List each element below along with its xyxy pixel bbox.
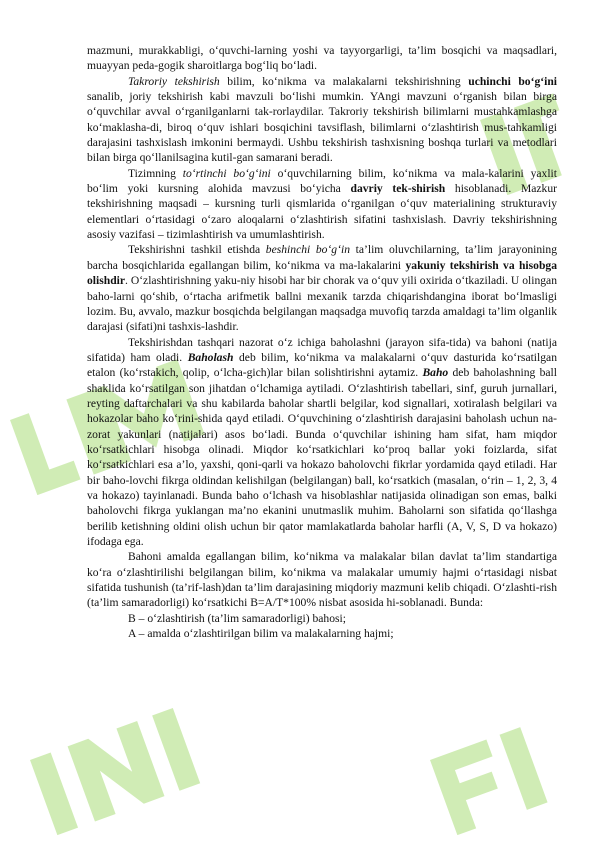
text-run: Tekshirishdan tashqari nazorat o‘z ichiga baholashni (jarayon sifa-tida) va bahoni (natija sifatida) ham oladi. [87, 335, 557, 364]
text-run: o‘quvchilarning bilim, ko‘nikma va mala-kalarini yaxlit bo‘lim yoki kursning alohida mavzusi bo‘yicha [87, 166, 557, 196]
paragraph-5 [87, 335, 557, 550]
paragraph-4 [87, 242, 557, 334]
text-run: . O‘zlashtirishning yaku-niy hisobi har bir chorak va o‘quv yili oxirida o‘tkaziladi. U olingan baho-larni qo‘shib, o‘rtacha arifmetik ballni mexanik tarzda chiqarishdangina iborat bo‘lmasligi lozim. Bu, avvalo, mazkur bosqichda belgilangan maqsadga muvofiq tarzda amaldagi ta’lim olganlik darajasi (sifati)ni tashxis-lashdir. [87, 274, 557, 334]
text-run: mazmuni, murakkabligi, o‘quvchi-larning yoshi va tayyorgarligi, ta’lim bosqichi va maqsadlari, muayyan peda-gogik sharoitlarga bog‘liq bo‘ladi. [87, 44, 557, 73]
text-run: Tekshirishni tashkil etishda [128, 243, 266, 257]
bold-italic-term: Baho [422, 366, 449, 380]
bold-term: davriy tek-shirish [350, 182, 446, 196]
paragraph-3 [87, 166, 557, 243]
text-run: deb baholashning ball shaklida ko‘rsatilgan son jihatdan o‘lchamiga aytiladi. O‘zlashtirish tabellari, sinf, guruh jurnallari, reyting daftarchalari va shu kabilarda baholar shartli belgilar, kod signallari, xotiralash belgilari va hokazolar baho ko‘rini-shida qayd etiladi. O‘quvchining o‘zlashtirish darajasini baholash uchun na-zorat yakunlari (natijalari) asos bo‘ladi. Bunda o‘quvchilar ishining ham sifat, ham miqdor ko‘rsatkichlari hisobga olinadi. Miqdor ko‘rsatkichlari ko‘proq ballar yoki foizlarda, sifat ko‘rsatkichlari esa a’lo, yaxshi, qoni-qarli va hokazo baholovchi fikrlar yordamida qayd etiladi. Har bir baho-lovchi fikrga oldindan kelishilgan (belgilangan) ball, ko‘rsatkich (masalan, o‘rin – 1, 2, 3, 4 va hokazo) tayinlanadi. Bunda baho o‘lchash va hisoblashlar natijasida olinadigan son emas, balki baholovchi fikrga yuklangan ma’no ekanini unutmaslik muhim. Baholarni son sifatida qo‘llashga berilib ketishning oldini olish uchun bir qator mamlakatlarda baholar harfli (A, V, S, D va hokazo) ifodaga ega. [87, 366, 557, 548]
document-page [87, 43, 557, 641]
text-run: Tizimning [128, 166, 183, 180]
text-run: Bahoni amalda egallangan bilim, ko‘nikma va malakalar bilan davlat ta’lim standartiga ko‘ra o‘zlashtirilishi belgilangan bilim, ko‘nikma va malakalar umumiy hajmi o‘rtasidagi nisbat sifatida tushunish (ta’rif-lash)dan ta’lim darajasining miqdoriy mazmuni kelib chiqadi. O‘zlashti-rish (ta’lim samaradorligi) ko‘rsatkichi B=A/T*100% nisbat asosida hi-soblanadi. Bunda: [87, 550, 557, 610]
bold-term: uchinchi bo‘g‘ini [468, 74, 558, 88]
definition-b: B – o‘zlashtirish (ta’lim samaradorligi) bahosi; [128, 611, 346, 625]
paragraph-1 [87, 43, 557, 74]
italic-term: to‘rtinchi bo‘g‘ini [182, 166, 271, 180]
italic-term: Takroriy tekshirish [128, 74, 220, 88]
text-run: sanalib, joriy tekshirish kabi mavzuli bo‘lishi mumkin. YAngi mavzuni o‘rganish bilan birga o‘quvchilar avval o‘rganilganlarni tak-rorlaydilar. Takroriy tekshirish bilimlarni mustahkamlashga ko‘maklasha-di, biroq o‘quv ishlari bosqichini tavsiflash, bilimlarni o‘zlashtirish mus-tahkamligi darajasini tashxislash imkonini bermaydi. Ushbu tekshirish tashxisning boshqa turlari va metodlari bilan birga qo‘llanilsagina kutil-gan samarani beradi. [87, 90, 557, 165]
bold-italic-term: Baholash [187, 350, 234, 364]
text-run: bilim, ko‘nikma va malakalarni tekshirishning [219, 74, 469, 88]
paragraph-2 [87, 74, 557, 166]
text-run: ta’lim oluvchilarning, ta’lim jarayonining barcha bosqichlarida egallangan bilim, ko‘nikma va ma-lakalarini [87, 243, 557, 272]
text-run: deb bilim, ko‘nikma va malakalarni o‘quv dasturida ko‘rsatilgan etalon (ko‘rstakich, qolip, o‘lcha-gich)lar bilan solishtirishni aytamiz. [87, 350, 557, 380]
italic-term: beshinchi bo‘g‘in [265, 243, 350, 257]
text-run: hisoblanadi. Mazkur tekshirishning maqsadi – kursning turli qismlarida o‘rganilgan o‘quv materialining strukturaviy elementlari o‘rtasidagi o‘zaro aloqalarni o‘zlashtirish sifatini tashxislash. Davriy tekshirishning asosiy vazifasi – tizimlashtirish va umumlashtirish. [87, 182, 557, 242]
definition-a: A – amalda o‘zlashtirilgan bilim va malakalarning hajmi; [128, 627, 394, 641]
bold-term: yakuniy tekshirish va hisobga olishdir [87, 258, 558, 288]
paragraph-6 [87, 549, 557, 610]
